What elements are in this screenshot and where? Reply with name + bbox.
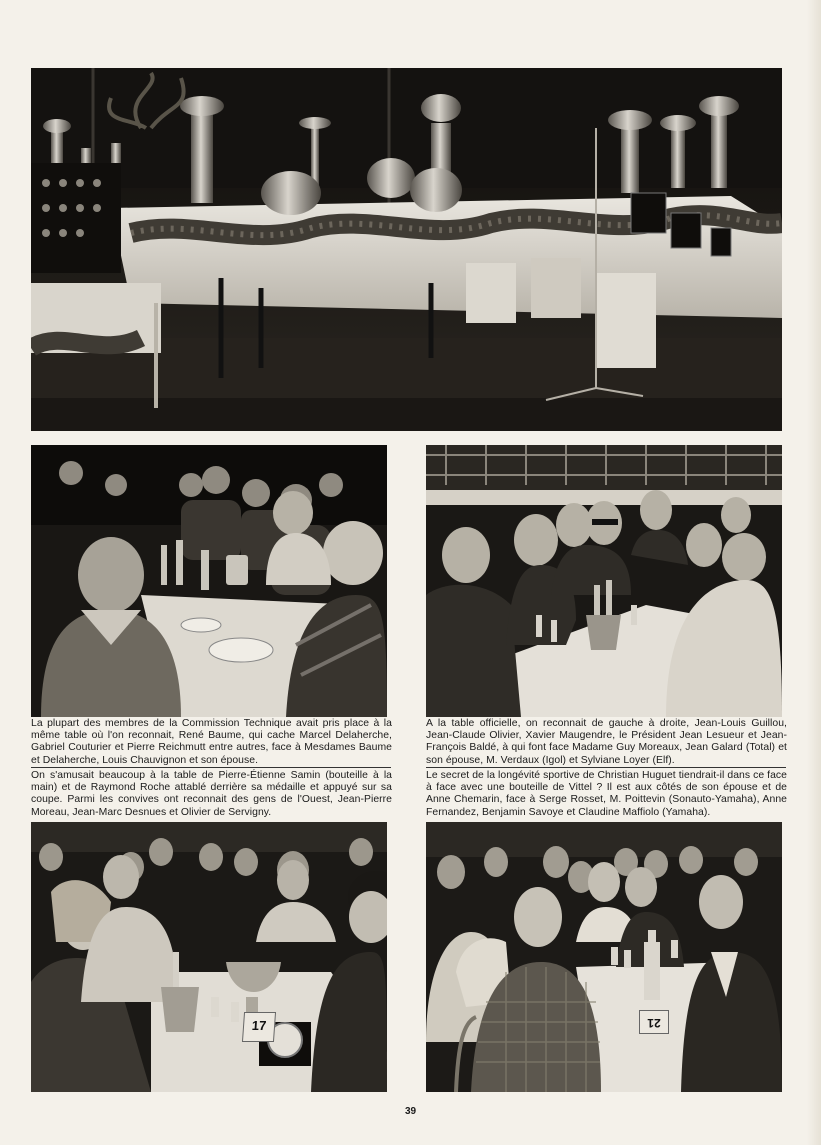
caption-official-table: A la table officielle, on reconnait de gauche à droite, Jean-Louis Guillou, Jean-Claude Olivier, Xavier Maugendre, le Président Jean Lesueur et Jean-François Baldé, à qui font face Madame Guy Moreaux, Jean Galard (Total) et son épouse, M. Verdaux (Igol) et Sylviane Loyer (Elf). — [426, 718, 787, 766]
commission-technique-photo — [31, 445, 387, 717]
table-number-17-label: 17 — [251, 1018, 267, 1033]
page-edge-shadow — [807, 0, 821, 1145]
caption-samin-table: On s'amusait beaucoup à la table de Pierre-Étienne Samin (bouteille à la main) et de Raymond Roche attablé derrière sa médaille et appuyé sur sa coupe. Parmi les convives ont reconnait des gens de l'Ouest, Jean-Pierre Moreau, Jean-Marc Desnues et Olivier de Servigny. — [31, 770, 392, 818]
section-divider-left — [31, 767, 391, 768]
official-table-photo — [426, 445, 782, 717]
caption-commission-technique: La plupart des membres de la Commission Technique avait pris place à la même table où l'on reconnait, René Baume, qui cache Marcel Delaherche, Gabriel Couturier et Pierre Reichmutt entre autres, face à Mesdames Baume et Delaherche, Louis Chauvignon et son épouse. — [31, 718, 392, 766]
caption-huguet-table: Le secret de la longévité sportive de Christian Huguet tiendrait-il dans ce face à face avec une bouteille de Vittel ? Il est aux côtés de son épouse et de Anne Chemarin, face à Serge Rosset, M. Poittevin (Sonauto-Yamaha), Anne Fernandez, Benjamin Savoye et Claudine Maffiolo (Yamaha). — [426, 770, 787, 818]
trophy-table-illustration — [31, 68, 782, 431]
table-number-card-17 — [242, 1012, 276, 1042]
section-divider-right — [426, 767, 786, 768]
table-number-21-label: 21 — [647, 1016, 661, 1030]
table-number-card-21 — [639, 1010, 669, 1034]
trophy-table-photo — [31, 68, 782, 431]
samin-table-photo — [31, 822, 387, 1092]
samin-table-illustration — [31, 822, 387, 1092]
huguet-table-illustration — [426, 822, 782, 1092]
commission-table-illustration — [31, 445, 387, 717]
huguet-table-photo — [426, 822, 782, 1092]
page-number: 39 — [404, 1106, 417, 1117]
official-table-illustration — [426, 445, 782, 717]
